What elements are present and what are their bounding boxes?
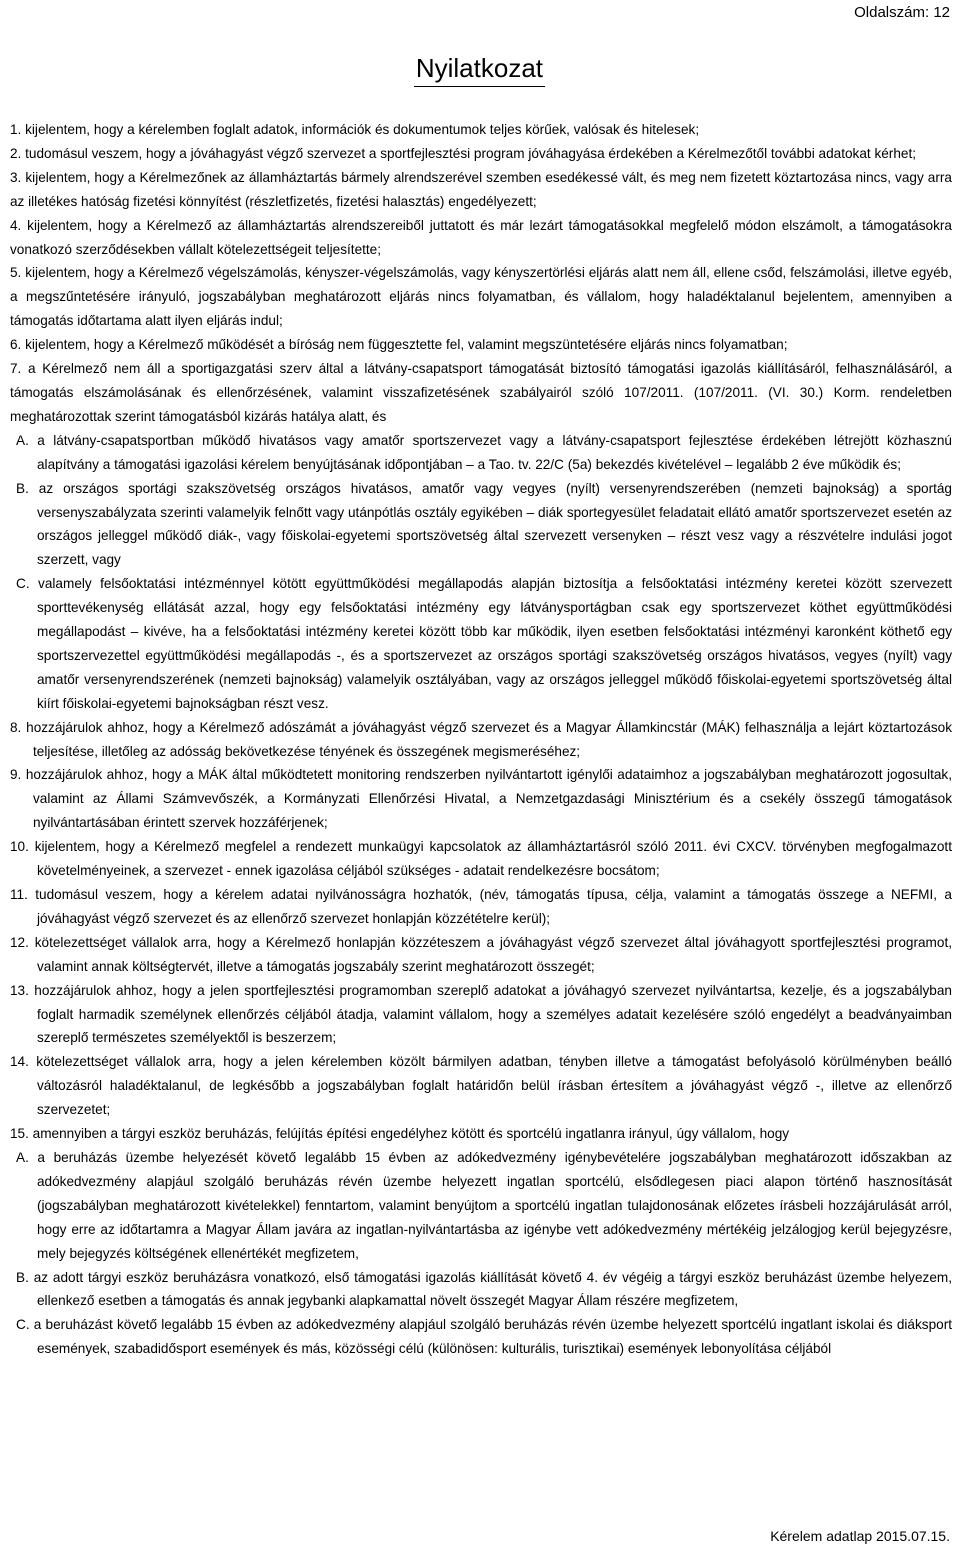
declaration-item-10: 10. kijelentem, hogy a Kérelmező megfelel a rendezett munkaügyi kapcsolatok az államháztartásról szóló 2011. évi CXCV. törvényben megfogalmazott követelményeinek, a szervezet - ennek igazolása céljából szükséges - adatait rendelkezésre bocsátom; (10, 839, 952, 879)
declaration-item-9: 9. hozzájárulok ahhoz, hogy a MÁK által működtetett monitoring rendszerben nyilvántartott igénylői adataimhoz a jogszabályban meghatározott jogosultak, valamint az Állami Számvevőszék, a Kormányzati Ellenőrzési Hivatal, a Nemzetgazdasági Minisztérium és a csekély összegű támogatások nyilvántartásában érintett szervek hozzáférjenek; (10, 767, 952, 831)
declaration-item-4: 4. kijelentem, hogy a Kérelmező az államháztartás alrendszereiből juttatott és már lezárt támogatásokkal megfelelő módon elszámolt, a támogatásokra vonatkozó szerződésekben vállalt kötelezettségeit teljesítette; (10, 217, 952, 257)
declaration-item-12: 12. kötelezettséget vállalok arra, hogy a Kérelmező honlapján közzéteszem a jóváhagyást végző szervezet által jóváhagyott sportfejlesztési programot, valamint annak költségtervét, illetve a támogatás jogszabály szerint meghatározott összegét; (10, 934, 952, 974)
footer-date: Kérelem adatlap 2015.07.15. (770, 1528, 950, 1544)
declaration-item-11: 11. tudomásul veszem, hogy a kérelem adatai nyilvánosságra hozhatók, (név, támogatás típusa, célja, valamint a támogatás összege a NEFMI, a jóváhagyást végző szervezet és az ellenőrző szervezet honlapján közzétételre kerül); (10, 887, 952, 926)
declaration-item-15-b: B. az adott tárgyi eszköz beruházásra vonatkozó, első támogatási igazolás kiállítását követő 4. év végéig a tárgyi eszköz beruházást üzembe helyezem, ellenkező esetben a támogatás és annak jegybanki alapkamattal növelt összegét Magyar Állam részére megfizetem, (16, 1269, 952, 1309)
declaration-item-7: 7. a Kérelmező nem áll a sportigazgatási szerv által a látvány-csapatsport támogatását biztosító támogatási igazolás kiállításáról, felhasználásáról, a támogatás elszámolásának és ellenőrzésének, valamint visszafizetésének szabályairól szóló 107/2011. (107/2011. (VI. 30.) Korm. rendeletben meghatározottak szerint támogatásból kizárás hatálya alatt, és (10, 361, 952, 424)
declaration-item-7-a: A. a látvány-csapatsportban működő hivatásos vagy amatőr sportszervezet vagy a látvány-csapatsport fejlesztése érdekében létrejött közhasznú alapítvány a támogatási igazolási kérelem benyújtásának időpontjában – a Tao. tv. 22/C (5a) bekezdés kivételével – legalább 2 éve működik és; (16, 432, 952, 472)
declaration-item-14: 14. kötelezettséget vállalok arra, hogy a jelen kérelemben közölt bármilyen adatban, tényben illetve a támogatást befolyásoló körülményben beálló változásról haladéktalanul, de legkésőbb a jogszabályban foglalt határidőn belül írásban értesítem a jóváhagyást végző -, illetve az ellenőrző szervezetet; (10, 1054, 952, 1118)
declaration-item-2: 2. tudomásul veszem, hogy a jóváhagyást végző szervezet a sportfejlesztési program jóváhagyása érdekében a Kérelmezőtől további adatokat kérhet; (10, 145, 917, 161)
declaration-item-15-a: A. a beruházás üzembe helyezését követő legalább 15 évben az adókedvezmény igénybevételére jogszabályban meghatározott időszakban az adókedvezmény alapjául szolgáló beruházás révén üzembe helyezett ingatlan sportcélú, elsődlegesen piaci alapon történő hasznosítását (jogszabályban meghatározott kivételekkel) fenntartom, valamint benyújtom a sportcélú ingatlan tulajdonosának előzetes írásbeli hozzájárulását arról, hogy erre az időtartamra a Magyar Állam javára az ingatlan-nyilvántartásba az igénybe vett adókedvezmény mértékéig jelzálogjog kerül bejegyzésre, mely bejegyzés költségének ellenértékét megfizetem, (16, 1149, 952, 1261)
declaration-item-1: 1. kijelentem, hogy a kérelemben foglalt adatok, információk és dokumentumok teljes körűek, valósak és hitelesek; (10, 122, 700, 137)
declaration-item-5: 5. kijelentem, hogy a Kérelmező végelszámolás, kényszer-végelszámolás, vagy kényszertörlési eljárás alatt nem áll, ellene csőd, felszámolási, illetve egyéb, a megszűntetésére irányuló, jogszabályban meghatározott eljárás nincs folyamatban, és vállalom, hogy haladéktalanul bejelentem, amennyiben a támogatás időtartama alatt ilyen eljárás indul; (10, 265, 952, 329)
declaration-item-15: 15. amennyiben a tárgyi eszköz beruházás, felújítás építési engedélyhez kötött és sportcélú ingatlanra irányul, úgy vállalom, hogy (10, 1126, 790, 1142)
declaration-item-6: 6. kijelentem, hogy a Kérelmező működését a bíróság nem függesztette fel, valamint megszüntetésére eljárás nincs folyamatban; (10, 337, 788, 353)
declaration-item-8: 8. hozzájárulok ahhoz, hogy a Kérelmező adószámát a jóváhagyást végző szervezet és a Magyar Államkincstár (MÁK) felhasználja a lejárt köztartozások teljesítése, illetőleg az adósság bekövetkezése tényének és összegének megismeréséhez; (10, 719, 952, 759)
page-number: Oldalszám: 12 (854, 4, 950, 21)
declaration-list (10, 118, 952, 1361)
declaration-item-7-b: B. az országos sportági szakszövetség országos hivatásos, amatőr vagy vegyes (nyílt) versenyrendszerében (nemzeti bajnokság) a sportág versenyszabályzata szerinti valamelyik felnőtt vagy utánpótlás osztály egyikében – diák sportegyesület feladatait ellátó amatőr sportszervezet esetén az országos jelleggel működő diák-, vagy főiskolai-egyetemi sportszövetség által szervezett versenyken – részt vesz vagy a részvételre indulási jogot szerzett, vagy (16, 480, 952, 568)
title-block (414, 52, 545, 87)
page-title: Nyilatkozat (414, 52, 545, 87)
declaration-item-3: 3. kijelentem, hogy a Kérelmezőnek az államháztartás bármely alrendszerével szemben esedékessé vált, és meg nem fizetett köztartozása nincs, vagy arra az illetékes hatóság fizetési könnyítést (részletfizetés, fizetési halasztás) engedélyezett; (10, 169, 952, 209)
declaration-item-15-c: C. a beruházást követő legalább 15 évben az adókedvezmény alapjául szolgáló beruházás révén üzembe helyezett sportcélú ingatlant iskolai és diáksport események, szabadidősport események és más, közösségi célú (különösen: kulturális, turisztikai) események lebonyolítása céljából (16, 1317, 952, 1357)
declaration-item-7-c: C. valamely felsőoktatási intézménnyel kötött együttműködési megállapodás alapján biztosítja a felsőoktatási intézmény keretei között szervezett sporttevékenység ellátását azzal, hogy egy felsőoktatási intézmény egy látványsportágban csak egy sportszervezet köthet együttműködési megállapodást – kivéve, ha a felsőoktatási intézmény keretei között több kar működik, ilyen esetben felsőoktatási intézményi karonként köthető egy sportszervezettel együttműködési megállapodás -, és a sportszervezet az országos sportági szakszövetség országos hivatásos, vegyes (nyílt) vagy amatőr versenyrendszerének (nemzeti bajnokság) valamelyik osztályában, vagy az országos jelleggel működő főiskolai-egyetemi sportszövetség által kiírt főiskolai-egyetemi bajnokságban részt vesz. (16, 576, 952, 711)
declaration-item-13: 13. hozzájárulok ahhoz, hogy a jelen sportfejlesztési programomban szereplő adatokat a jóváhagyó szervezet nyilvántartsa, kezelje, és a jogszabályban foglalt harmadik személynek ellenőrzés céljából átadja, valamint vállalom, hogy a személyes adatait kezelésére szóló engedélyt a beadványaimban szereplő természetes személyektől is beszerzem; (10, 982, 952, 1046)
